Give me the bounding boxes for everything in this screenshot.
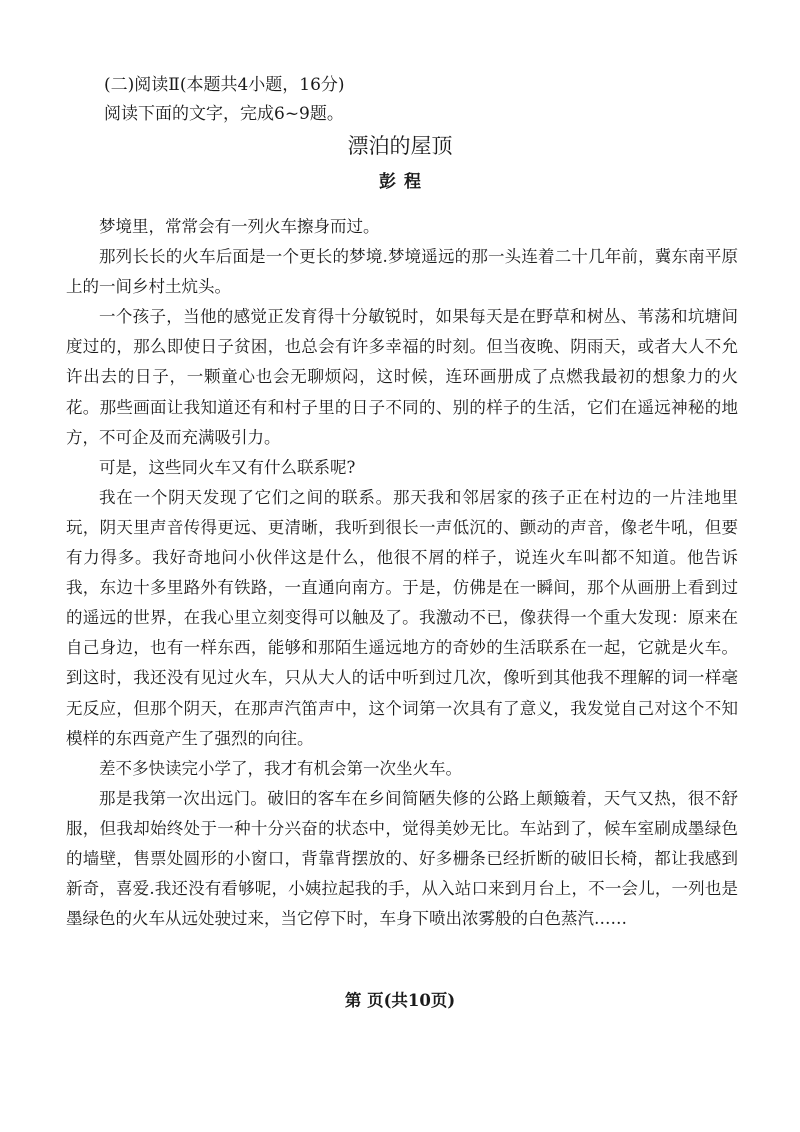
- paragraph-4: 可是，这些同火车又有什么联系呢?: [99, 457, 356, 477]
- paragraph-2: 那列长长的火车后面是一个更长的梦境.梦境遥远的那一头连着二十几年前，冀东南平原上的一间乡村土炕头。: [66, 247, 738, 297]
- section-heading: (二)阅读Ⅱ(本题共4小题，16分): [104, 75, 345, 95]
- page-number-footer: 第 页(共10页): [344, 991, 456, 1010]
- paragraph-5: 我在一个阴天发现了它们之间的联系。那天我和邻居家的孩子正在村边的一片洼地里玩，阴天里声音传得更远、更清晰，我听到很长一声低沉的、颤动的声音，像老牛吼，但要有力得多。我好奇地问小伙伴这是什么，他很不屑的样子，说连火车叫都不知道。他告诉我，东边十多里路外有铁路，一直通向南方。于是，仿佛是在一瞬间，那个从画册上看到过的遥远的世界，在我心里立刻变得可以触及了。我激动不已，像获得一个重大发现：原来在自己身边，也有一样东西，能够和那陌生遥远地方的奇妙的生活联系在一起，它就是火车。到这时，我还没有见过火车，只从大人的话中听到过几次，像听到其他我不理解的词一样毫无反应，但那个阴天，在那声汽笛声中，这个词第一次具有了意义，我发觉自己对这个不知模样的东西竟产生了强烈的向往。: [66, 487, 738, 748]
- paragraph-7: 那是我第一次出远门。破旧的客车在乡间简陋失修的公路上颠簸着，天气又热，很不舒服，但我却始终处于一种十分兴奋的状态中，觉得美妙无比。车站到了，候车室刷成墨绿色的墙壁，售票处圆形的小窗口，背靠背摆放的、好多栅条已经折断的破旧长椅，都让我感到新奇，喜爱.我还没有看够呢，小姨拉起我的手，从入站口来到月台上，不一会儿，一列也是墨绿色的火车从远处驶过来，当它停下时，车身下喷出浓雾般的白色蒸汽……: [66, 788, 738, 929]
- question-instruction: 阅读下面的文字，完成6~9题。: [104, 104, 344, 124]
- paragraph-3: 一个孩子，当他的感觉正发育得十分敏锐时，如果每天是在野草和树丛、苇荡和坑塘间度过的，那么即使日子贫困，也总会有许多幸福的时刻。但当夜晚、阴雨天，或者大人不允许出去的日子，一颗童心也会无聊烦闷，这时候，连环画册成了点燃我最初的想象力的火花。那些画面让我知道还有和村子里的日子不同的、别的样子的生活，它们在遥远神秘的地方，不可企及而充满吸引力。: [66, 307, 738, 447]
- paragraph-6: 差不多快读完小学了，我才有机会第一次坐火车。: [99, 758, 462, 778]
- article-body: [66, 212, 738, 934]
- paragraph-1: 梦境里，常常会有一列火车擦身而过。: [99, 217, 380, 236]
- article-title: 漂泊的屋顶: [347, 134, 453, 158]
- article-author: 彭程: [379, 172, 429, 192]
